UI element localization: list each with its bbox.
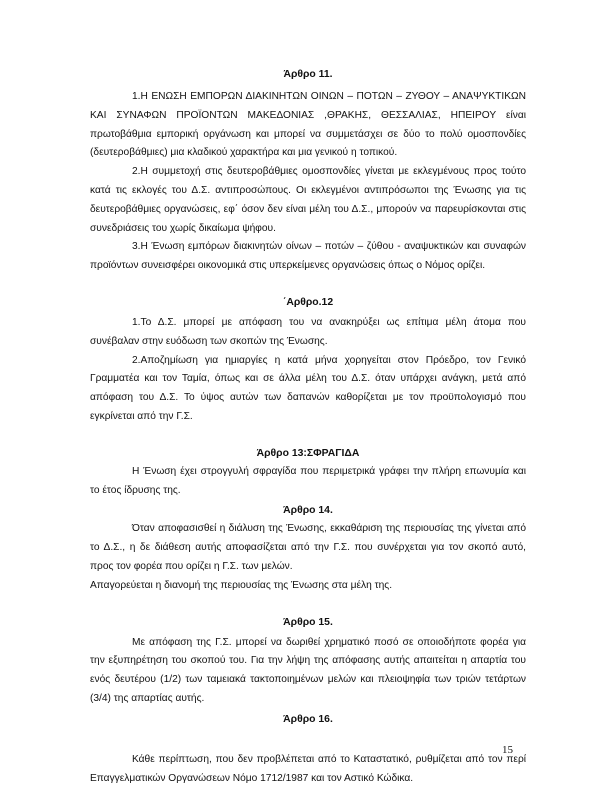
article-11-paragraph-3: 3.Η Ένωση εμπόρων διακινητών οίνων – ποτών – ζύθου - αναψυκτικών και συναφών προϊόντων συνεισφέρει οικονομικά στις υπερκείμενες οργανώσεις όπως ο Νόμος ορίζει. (90, 241, 526, 272)
article-11-paragraph-2: 2.Η συμμετοχή στις δευτεροβάθμιες ομοσπονδίες γίνεται με εκλεγμένους προς τούτο κατά τις εκλογές του Δ.Σ. αντιπροσώπους. Οι εκλεγμένοι αντιπρόσωποι της Ένωσης για τις δευτεροβάθμιες οργανώσεις, εφ΄ όσον δεν είναι μέλη του Δ.Σ., μπορούν να παρευρίσκονται στις συνεδριάσεις του χωρίς δικαίωμα ψήφου. (90, 166, 526, 234)
article-14-title: Άρθρο 14. (283, 505, 333, 517)
article-14-paragraph-2: Απαγορεύεται η διανομή της περιουσίας της Ένωσης στα μέλη της. (90, 579, 393, 591)
article-12-title: ΄Αρθρο.12 (282, 296, 334, 308)
article-16-paragraph-1: Κάθε περίπτωση, που δεν προβλέπεται από το Καταστατικό, ρυθμίζεται από τον περί Επαγγελματικών Οργανώσεων Νόμο 1712/1987 και τον Αστικό Κώδικα. (90, 753, 526, 784)
article-15-paragraph-1: Με απόφαση της Γ.Σ. μπορεί να δωριθεί χρηματικό ποσό σε οποιοδήποτε φορέα για την εξυπηρέτηση του σκοπού του. Για την λήψη της απόφασης αυτής απαιτείται η απαρτία του ενός δευτέρου (1/2) των ταμειακά τακτοποιημένων μελών και πλειοψηφία των τριών τετάρτων (3/4) της απαρτίας αυτής. (90, 636, 526, 704)
article-11-title: Άρθρο 11. (283, 69, 333, 80)
article-12-paragraph-1: 1.Το Δ.Σ. μπορεί με απόφαση του να ανακηρύξει ως επίτιμα μέλη άτομα που συνέβαλαν στην ευόδωση των σκοπών της Ένωσης. (90, 316, 526, 347)
document-body (90, 68, 526, 788)
article-16-title: Άρθρο 16. (283, 713, 333, 725)
page-number: 15 (502, 744, 513, 756)
article-15-title: Άρθρο 15. (283, 616, 333, 628)
article-13-paragraph-1: Η Ένωση έχει στρογγυλή σφραγίδα που περιμετρικά γράφει την πλήρη επωνυμία και το έτος ίδρυσης της. (90, 465, 526, 496)
article-13-title: Άρθρο 13:ΣΦΡΑΓΙΔΑ (256, 447, 360, 459)
article-12-paragraph-2: 2.Αποζημίωση για ημιαργίες η κατά μήνα χορηγείται στον Πρόεδρο, τον Γενικό Γραμματέα και τον Ταμία, όπως και σε άλλα μέλη του Δ.Σ. όταν υπάρχει ανάγκη, μετά από απόφαση του Δ.Σ. Το ύψος αυτών των δαπανών καθορίζεται με τον προϋπολογισμό που εγκρίνεται από την Γ.Σ. (90, 354, 526, 422)
article-11-paragraph-1: 1.Η ΕΝΩΣΗ ΕΜΠΟΡΩΝ ΔΙΑΚΙΝΗΤΩΝ ΟΙΝΩΝ – ΠΟΤΩΝ – ΖΥΘΟΥ – ΑΝΑΨΥΚΤΙΚΩΝ ΚΑΙ ΣΥΝΑΦΩΝ ΠΡΟΪΟΝΤΩΝ ΜΑΚΕΔΟΝΙΑΣ ,ΘΡΑΚΗΣ, ΘΕΣΣΑΛΙΑΣ, ΗΠΕΙΡΟΥ είναι πρωτοβάθμια εμπορική οργάνωση και μπορεί να συμμετάσχει σε δύο το πολύ ομοσπονδίες (δευτεροβάθμιες) μια κλαδικού χαρακτήρα και μια γενικού η τοπικού. (90, 91, 526, 159)
article-14-paragraph-1: Όταν αποφασισθεί η διάλυση της Ένωσης, εκκαθάριση της περιουσίας της γίνεται από το Δ.Σ., η δε διάθεση αυτής αποφασίζεται από την Γ.Σ. που συνέρχεται για τον σκοπό αυτό, προς τον φορέα που ορίζει η Γ.Σ. των μελών. (90, 523, 526, 572)
